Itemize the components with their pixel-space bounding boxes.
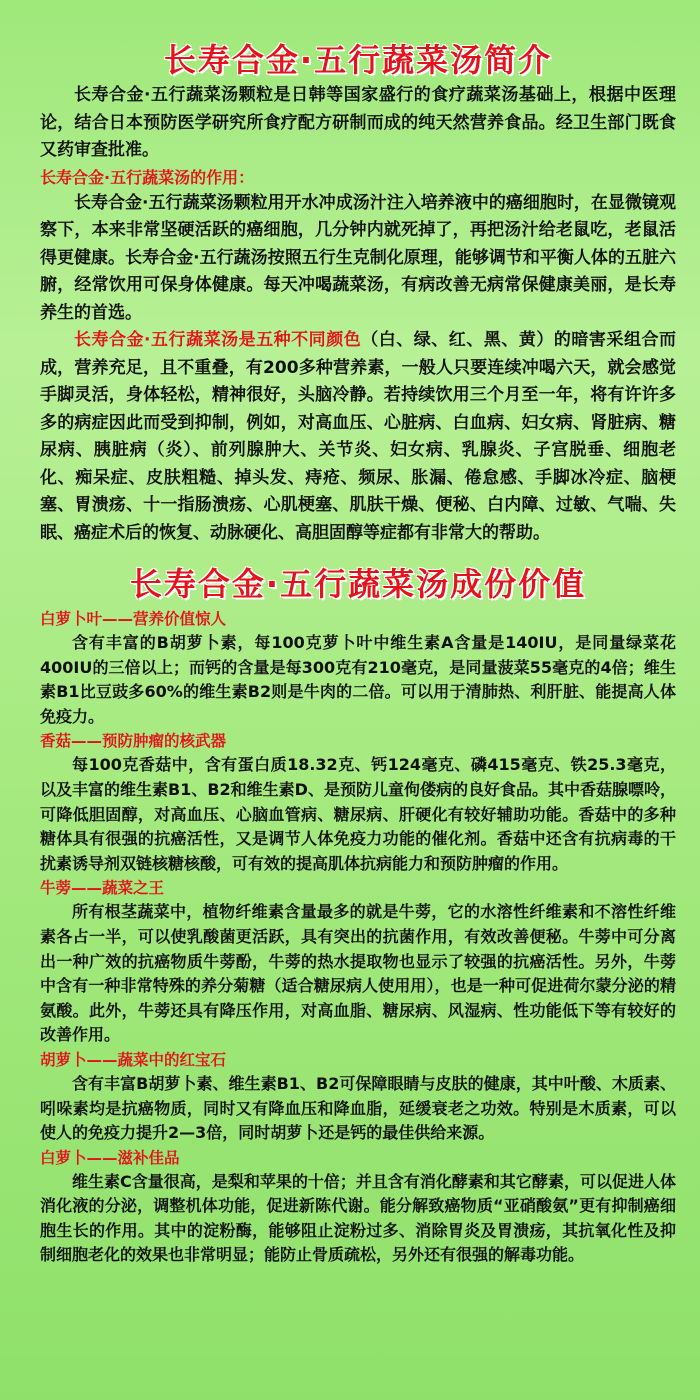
burdock-heading: 牛蒡——蔬菜之王 [40, 879, 165, 898]
intro-section [40, 82, 676, 547]
radish-leaf-text: 含有丰富的B胡萝卜素，每100克萝卜叶中维生素A含量是140IU，是同量绿菜花400IU的三倍以上；而钙的含量是每300克有210毫克，是同量菠菜55毫克的4倍；维生素B1比豆豉多60%的维生素B2则是牛肉的二倍。可以用于清肺热、利肝脏、能提高人体免疫力。 [40, 633, 676, 726]
shiitake-text: 每100克香菇中，含有蛋白质18.32克、钙124毫克、磷415毫克、铁25.3毫克，以及丰富的维生素B1、B2和维生素D、是预防儿童佝偻病的良好食品。其中香菇腺嘌呤，可降低胆固醇，对高血压、心脑血管病、糖尿病、肝硬化有较好辅助功能。香菇中的多种糖体具有很强的抗癌活性，又是调节人体免疫力功能的催化剂。香菇中还含有抗病毒的干扰素诱导剂双链核糖核酸，可有效的提高肌体抗病能力和预防肿瘤的作用。 [40, 755, 676, 873]
colors-paragraph [40, 327, 676, 547]
intro-title: 长寿合金·五行蔬菜汤简介 [163, 41, 553, 79]
shiitake-heading: 香菇——预防肿瘤的核武器 [40, 732, 227, 751]
value-title: 长寿合金·五行蔬菜汤成份价值 [129, 565, 587, 603]
burdock-text: 所有根茎蔬菜中，植物纤维素含量最多的就是牛蒡，它的水溶性纤维素和不溶性纤维素各占一半，可以使乳酸菌更活跃，具有突出的抗菌作用，有效改善便秘。牛蒡中可分离出一种广效的抗癌物质牛蒡酚，牛蒡的热水提取物也显示了较强的抗癌活性。另外，牛蒡中含有一种非常特殊的养分菊糖（适合糖尿病人使用用），也是一种可促进荷尔蒙分泌的精氨酸。此外，牛蒡还具有降压作用，对高血脂、糖尿病、风湿病、性功能低下等有较好的改善作用。 [40, 902, 676, 1045]
white-radish-text: 维生素C含量很高，是梨和苹果的十倍；并且含有消化酵素和其它酵素，可以促进人体消化液的分泌，调整机体功能，促进新陈代谢。能分解致癌物质“亚硝酸氨”更有抑制癌细胞生长的作用。其中的淀粉酶，能够阻止淀粉过多、消除胃炎及胃溃疡，其抗氧化性及抑制细胞老化的效果也非常明显；能防止骨质疏松，另外还有很强的解毒功能。 [40, 1171, 676, 1265]
radish-leaf-heading: 白萝卜叶——营养价值惊人 [40, 610, 227, 628]
carrot-text: 含有丰富B胡萝卜素、维生素B1、B2可保障眼睛与皮肤的健康，其中叶酸、木质素、吲哚素均是抗癌物质，同时又有降血压和降血脂，延缓衰老之功效。特别是木质素，可以使人的免疫力提升2—3倍，同时胡萝卜还是钙的最佳供给来源。 [40, 1073, 676, 1143]
colors-text: （白、绿、红、黑、黄）的暗害采组合而成，营养充足，且不重叠，有200多种营养素，一般人只要连续冲喝六天，就会感觉手脚灵活，身体轻松，精神很好，头脑冷静。若持续饮用三个月至一年，将有许许多多的病症因此而受到抑制，例如，对高血压、心脏病、白血病、妇女病、肾脏病、糖尿病、胰脏病（炎）、前列腺肿大、关节炎、妇女病、乳腺炎、子宫脱垂、细胞老化、痴呆症、皮肤粗糙、掉头发、痔疮、频尿、胀漏、倦怠感、手脚冰冷症、脑梗塞、胃溃疡、十一指肠溃疡、心肌梗塞、肌肤干燥、便秘、白内障、过敏、气喘、失眠、癌症术后的恢复、动脉硬化、高胆固醇等症都有非常大的帮助。 [40, 330, 676, 543]
colors-lead: 长寿合金·五行蔬菜汤是五种不同颜色 [74, 330, 362, 350]
value-section [40, 607, 676, 1268]
white-radish-heading: 白萝卜——滋补佳品 [40, 1148, 180, 1167]
effect-paragraph: 长寿合金·五行蔬菜汤颗粒用开水冲成汤汁注入培养液中的癌细胞时，在显微镜观察下，本来非常坚硬活跃的癌细胞，几分钟内就死掉了，再把汤汁给老鼠吃，老鼠活得更健康。长寿合金·五行蔬汤按照五行生克制化原理，能够调节和平衡人体的五脏六腑，经常饮用可保身体健康。每天冲喝蔬菜汤，有病改善无病常保健康美丽，是长寿养生的首选。 [40, 192, 676, 323]
effect-heading: 长寿合金·五行蔬菜汤的作用： [40, 167, 255, 187]
carrot-heading: 胡萝卜——蔬菜中的红宝石 [40, 1050, 227, 1069]
intro-paragraph-1: 长寿合金·五行蔬菜汤颗粒是日韩等国家盛行的食疗蔬菜汤基础上，根据中医理论，结合日本预防医学研究所食疗配方研制而成的纯天然营养食品。经卫生部门既食又药审查批准。 [40, 85, 676, 160]
